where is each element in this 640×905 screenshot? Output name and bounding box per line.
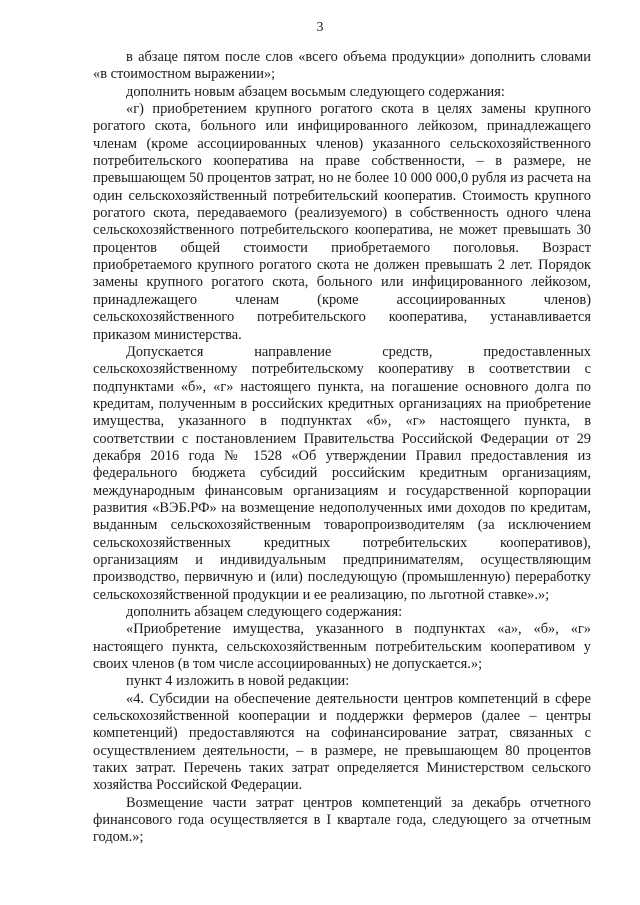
paragraph-3: «г) приобретением крупного рогатого скота в целях замены крупного рогатого скота, больного или инфицированного лейкозом, принадлежащего членам (кроме ассоциированных членов) указанного сельскохозяйственного потребительского кооператива на праве собственности, – в размере, не превышающем 50 процентов затрат, но не более 10 000 000,0 рубля из расчета на один сельскохозяйственный потребительский кооператив. Стоимость крупного рогатого скота, передаваемого (реализуемого) в собственность одного члена сельскохозяйственного потребительского кооператива, не может превышать 30 процентов общей стоимости приобретаемого поголовья. Возраст приобретаемого крупного рогатого скота не должен превышать 2 лет. Порядок замены крупного рогатого скота, больного или инфицированного лейкозом, принадлежащего членам (кроме ассоциированных членов) сельскохозяйственного потребительского кооператива, устанавливается приказом министерства. [93, 101, 591, 343]
paragraph-4: Допускается направление средств, предоставленных сельскохозяйственному потребительскому кооперативу в соответствии с подпунктами «б», «г» настоящего пункта, на погашение основного долга по кредитам, полученным в российских кредитных организациях на приобретение имущества, указанного в подпунктах «б», «г» настоящего пункта, в соответствии с постановлением Правительства Российской Федерации от 29 декабря 2016 года № 1528 «Об утверждении Правил предоставления из федерального бюджета субсидий российским кредитным организациям, международным финансовым организациям и государственной корпорации развития «ВЭБ.РФ» на возмещение недополученных ими доходов по кредитам, выданным сельскохозяйственным товаропроизводителям (за исключением сельскохозяйственных кредитных потребительских кооперативов), организациям и индивидуальным предпринимателям, осуществляющим производство, первичную и (или) последующую (промышленную) переработку сельскохозяйственной продукции и ее реализацию, по льготной ставке».»; [93, 343, 591, 603]
page-number: 3 [316, 20, 324, 35]
paragraph-6: «Приобретение имущества, указанного в подпунктах «а», «б», «г» настоящего пункта, сельскохозяйственным потребительским кооперативом у своих членов (в том числе ассоциированных) не допускается.»; [93, 621, 591, 673]
paragraph-9: Возмещение части затрат центров компетенций за декабрь отчетного финансового года осуществляется в I квартале года, следующего за отчетным годом.»; [93, 794, 591, 846]
paragraph-8: «4. Субсидии на обеспечение деятельности центров компетенций в сфере сельскохозяйственной кооперации и поддержки фермеров (далее – центры компетенций) предоставляются на софинансирование затрат, связанных с осуществлением деятельности, – в размере, не превышающем 80 процентов таких затрат. Перечень таких затрат определяется Министерством сельского хозяйства Российской Федерации. [93, 690, 591, 794]
paragraph-2: дополнить новым абзацем восьмым следующего содержания: [126, 83, 505, 100]
document-body [93, 49, 591, 847]
paragraph-7: пункт 4 изложить в новой редакции: [126, 673, 350, 690]
paragraph-5: дополнить абзацем следующего содержания: [126, 604, 403, 620]
paragraph-1: в абзаце пятом после слов «всего объема продукции» дополнить словами «в стоимостном выражении»; [93, 49, 591, 83]
